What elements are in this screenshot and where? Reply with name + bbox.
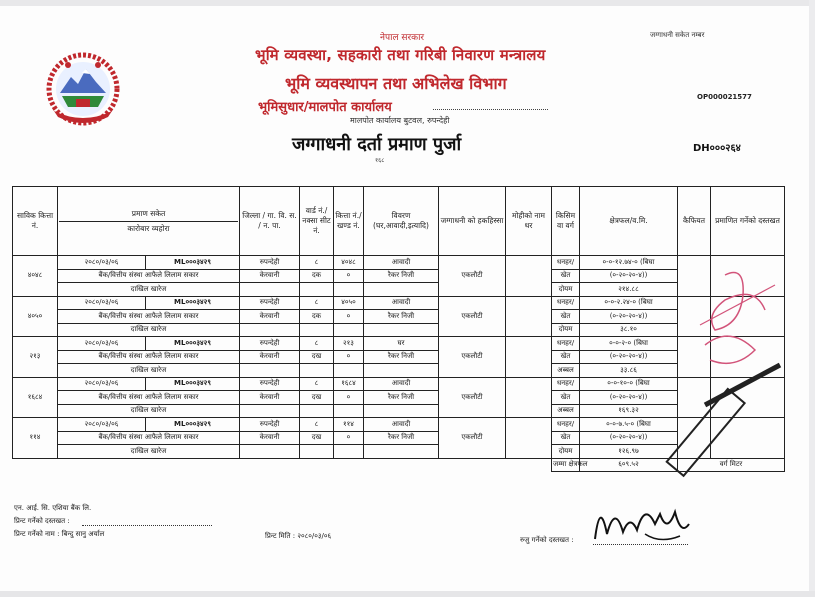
cell-jilla: रुपन्देही	[240, 337, 300, 351]
cell-kisim2: खेत	[552, 391, 580, 405]
cell-empty	[240, 445, 300, 459]
table-row	[13, 364, 785, 378]
col-kaifiyat: कैफियत	[678, 187, 711, 256]
table-row	[13, 283, 785, 297]
cell-empty	[240, 404, 300, 418]
table-row	[13, 404, 785, 418]
table-row	[13, 418, 785, 432]
cell-kisim3: अब्बल	[552, 364, 580, 378]
cell-empty	[300, 323, 334, 337]
table-row	[13, 377, 785, 391]
cell-empty	[240, 283, 300, 297]
cell-sheet: दख	[300, 431, 334, 445]
cell-karobar: बैंक/वित्तीय संस्था आफैले लिलाम सकार	[58, 431, 240, 445]
cell-area2: (०-२०-२०-४))	[580, 269, 678, 283]
cell-ml: ML०००३४२९	[146, 377, 240, 391]
cell-kisim: धनहर/	[552, 337, 580, 351]
cell-gabisa: केरवानी	[240, 350, 300, 364]
scan-edge-bottom	[0, 591, 815, 597]
cell-ward: ८	[300, 256, 334, 270]
cell-kisim2: खेत	[552, 431, 580, 445]
cell-hakhissa: एकलौटी	[439, 418, 506, 459]
cell-kisim2: खेत	[552, 350, 580, 364]
department-heading: भूमि व्यवस्थापन तथा अभिलेख विभाग	[285, 74, 507, 93]
cell-empty	[300, 364, 334, 378]
col-mohi: मोहीको नाम थर	[506, 187, 552, 256]
cell-date: २०८०/०३/०६	[58, 377, 146, 391]
cell-empty	[334, 364, 364, 378]
cell-khanda: ०	[334, 391, 364, 405]
cell-kitta: २१३	[334, 337, 364, 351]
cell-sabik: २१३	[13, 337, 58, 378]
cell-kisim3: दोयम	[552, 283, 580, 297]
register-body	[13, 256, 785, 472]
cell-area: ०-०-१०-० (बिघा	[580, 377, 678, 391]
cell-empty	[240, 364, 300, 378]
cell-ward: ८	[300, 296, 334, 310]
cell-kisim3: अब्बल	[552, 404, 580, 418]
cell-bibaran2: रैकर निजी	[364, 310, 439, 324]
print-date: प्रिन्ट मिति : २०८०/०३/०६	[265, 532, 332, 540]
page-title: जग्गाधनी दर्ता प्रमाण पुर्जा	[292, 134, 462, 155]
serial-number: १६८	[375, 157, 385, 164]
cell-sheet: दख	[300, 391, 334, 405]
col-jilla: जिल्ला / गा. वि. स. / न. पा.	[240, 187, 300, 256]
cell-kisim3: दोयम	[552, 445, 580, 459]
signature-stamp-icon	[685, 255, 795, 485]
cell-kisim: धनहर/	[552, 418, 580, 432]
cell-date: २०८०/०३/०६	[58, 337, 146, 351]
table-row	[13, 296, 785, 310]
cell-area2: (०-२०-२०-४))	[580, 431, 678, 445]
cell-area3: १२६.९७	[580, 445, 678, 459]
cell-bibaran2: रैकर निजी	[364, 431, 439, 445]
cell-kitta: ४०५०	[334, 296, 364, 310]
scan-edge-right	[809, 0, 815, 597]
ministry-heading: भूमि व्यवस्था, सहकारी तथा गरिबी निवारण मन्त्रालय	[255, 46, 546, 64]
col-praman	[58, 187, 240, 256]
cell-gabisa: केरवानी	[240, 431, 300, 445]
cell-ml: ML०००३४२९	[146, 256, 240, 270]
total-value: ६०९.५२	[580, 458, 678, 472]
cell-sheet: दक	[300, 310, 334, 324]
col-hakhissa: जग्गाधनी को हकहिस्सा	[439, 187, 506, 256]
cell-dakhil: दाखिल खारेज	[58, 323, 240, 337]
cell-ward: ८	[300, 377, 334, 391]
cell-mohi	[506, 418, 552, 459]
cell-karobar: बैंक/वित्तीय संस्था आफैले लिलाम सकार	[58, 391, 240, 405]
cell-gabisa: केरवानी	[240, 310, 300, 324]
cell-empty	[334, 404, 364, 418]
scan-edge-top	[0, 0, 815, 6]
cell-area2: (०-२०-२०-४))	[580, 350, 678, 364]
cell-khanda: ०	[334, 431, 364, 445]
total-label: जम्मा क्षेत्रफल	[552, 458, 580, 472]
cell-bibaran: आवादी	[364, 256, 439, 270]
cell-bibaran2: रैकर निजी	[364, 391, 439, 405]
col-pramanit: प्रमाणित गर्नेको दस्तखत	[711, 187, 785, 256]
cell-empty	[334, 323, 364, 337]
col-kisim: किसिम वा वर्ग	[552, 187, 580, 256]
cell-karobar: बैंक/वित्तीय संस्था आफैले लिलाम सकार	[58, 350, 240, 364]
cell-ml: ML०००३४२९	[146, 296, 240, 310]
cell-kisim: धनहर/	[552, 377, 580, 391]
top-tag: जग्गाधनी सकेत नम्बर	[650, 31, 705, 39]
op-code: OP000021577	[697, 93, 752, 101]
cell-bibaran: घर	[364, 337, 439, 351]
cell-bibaran: आवादी	[364, 418, 439, 432]
cell-bibaran2: रैकर निजी	[364, 269, 439, 283]
cell-ward: ८	[300, 418, 334, 432]
cell-sheet: दक	[300, 269, 334, 283]
cell-empty	[364, 445, 439, 459]
cell-area: ०-०-१२.७४-० (बिघा	[580, 256, 678, 270]
cell-empty	[300, 283, 334, 297]
cell-mohi	[506, 296, 552, 337]
cell-area: ०-०-२-० (बिघा	[580, 337, 678, 351]
cell-dakhil: दाखिल खारेज	[58, 445, 240, 459]
cell-kisim2: खेत	[552, 310, 580, 324]
cell-empty	[334, 445, 364, 459]
cell-kitta: ४०४८	[334, 256, 364, 270]
cell-dakhil: दाखिल खारेज	[58, 283, 240, 297]
col-area: क्षेत्रफल/व.मि.	[580, 187, 678, 256]
table-row	[13, 431, 785, 445]
cell-hakhissa: एकलौटी	[439, 337, 506, 378]
checker-sign-line: रुजु गर्नेको दस्तखत :	[520, 536, 574, 544]
cell-empty	[300, 404, 334, 418]
cell-empty	[364, 283, 439, 297]
cell-area: ०-०-२.२४-० (बिघा	[580, 296, 678, 310]
cell-ward: ८	[300, 337, 334, 351]
checker-signature-icon	[585, 494, 715, 549]
cell-sabik: ४०५०	[13, 296, 58, 337]
cell-area3: ३८.१०	[580, 323, 678, 337]
cell-date: २०८०/०३/०६	[58, 418, 146, 432]
cell-khanda: ०	[334, 310, 364, 324]
cell-total-blank	[13, 458, 552, 472]
table-row	[13, 350, 785, 364]
cell-kitta: ११४	[334, 418, 364, 432]
table-row	[13, 445, 785, 459]
cell-mohi	[506, 256, 552, 297]
cell-kisim: धनहर/	[552, 256, 580, 270]
printer-sign-dots	[82, 525, 212, 526]
cell-empty	[364, 364, 439, 378]
cell-empty	[334, 283, 364, 297]
cell-area2: (०-२०-२०-४))	[580, 310, 678, 324]
land-register-table	[12, 186, 785, 472]
table-row	[13, 391, 785, 405]
cell-area: ०-०-७.५-० (बिघा	[580, 418, 678, 432]
office-line: भूमिसुधार/मालपोत कार्यालय	[258, 100, 392, 115]
gov-label: नेपाल सरकार	[380, 33, 425, 43]
cell-sabik: ४०४८	[13, 256, 58, 297]
cell-gabisa: केरवानी	[240, 391, 300, 405]
cell-bibaran: आवादी	[364, 377, 439, 391]
col-sabik: साविक कित्ता नं.	[13, 187, 58, 256]
table-row	[13, 323, 785, 337]
cell-bibaran: आवादी	[364, 296, 439, 310]
cell-area2: (०-२०-२०-४))	[580, 391, 678, 405]
printer-name-line: प्रिन्ट गर्नेको नाम : बिन्दु सानु अर्याल	[14, 530, 105, 538]
table-row	[13, 269, 785, 283]
col-praman-top: प्रमाण सकेत	[131, 208, 166, 218]
cell-sheet: दख	[300, 350, 334, 364]
nepal-emblem-icon	[46, 51, 120, 127]
cell-empty	[364, 404, 439, 418]
table-row	[13, 337, 785, 351]
header-row	[13, 187, 785, 256]
cell-jilla: रुपन्देही	[240, 418, 300, 432]
cell-ml: ML०००३४२९	[146, 418, 240, 432]
col-ward: वार्ड नं./ नक्सा सीट नं.	[300, 187, 334, 256]
cell-bibaran2: रैकर निजी	[364, 350, 439, 364]
office-dotted-line	[433, 109, 548, 110]
cell-hakhissa: एकलौटी	[439, 296, 506, 337]
cell-date: २०८०/०३/०६	[58, 256, 146, 270]
cell-sabik: ११४	[13, 418, 58, 459]
cell-mohi	[506, 337, 552, 378]
cell-empty	[364, 323, 439, 337]
cell-jilla: रुपन्देही	[240, 256, 300, 270]
cell-kitta: १६८४	[334, 377, 364, 391]
printer-sign-line: प्रिन्ट गर्नेको दस्तखत :	[14, 517, 70, 525]
cell-date: २०८०/०३/०६	[58, 296, 146, 310]
cell-kisim3: दोयम	[552, 323, 580, 337]
cell-karobar: बैंक/वित्तीय संस्था आफैले लिलाम सकार	[58, 269, 240, 283]
total-unit: वर्ग मिटर	[678, 458, 785, 472]
cell-kisim: धनहर/	[552, 296, 580, 310]
cell-sabik: १६८४	[13, 377, 58, 418]
cell-kisim2: खेत	[552, 269, 580, 283]
cell-hakhissa: एकलौटी	[439, 256, 506, 297]
cell-dakhil: दाखिल खारेज	[58, 404, 240, 418]
col-kitta: कित्ता नं./ खण्ड नं.	[334, 187, 364, 256]
cell-empty	[300, 445, 334, 459]
col-praman-bottom: कारोबार व्यहोरा	[127, 223, 170, 233]
cell-area3: १६९.३२	[580, 404, 678, 418]
cell-gabisa: केरवानी	[240, 269, 300, 283]
cell-khanda: ०	[334, 269, 364, 283]
table-row	[13, 310, 785, 324]
bank-name: एन. आई. सि. एशिया बैंक लि.	[14, 504, 92, 512]
cell-ml: ML०००३४२९	[146, 337, 240, 351]
cell-karobar: बैंक/वित्तीय संस्था आफैले लिलाम सकार	[58, 310, 240, 324]
cell-jilla: रुपन्देही	[240, 296, 300, 310]
cell-jilla: रुपन्देही	[240, 377, 300, 391]
col-bibaran: विवरण (घर,आवादी,इत्यादि)	[364, 187, 439, 256]
dh-code: DH०००२६४	[693, 143, 741, 154]
office-name: मालपोत कार्यालय बुटवल, रुपन्देही	[350, 116, 450, 125]
cell-empty	[240, 323, 300, 337]
cell-area3: ३३.८६	[580, 364, 678, 378]
cell-area3: २१४.८८	[580, 283, 678, 297]
cell-dakhil: दाखिल खारेज	[58, 364, 240, 378]
cell-khanda: ०	[334, 350, 364, 364]
cell-mohi	[506, 377, 552, 418]
table-row	[13, 256, 785, 270]
cell-hakhissa: एकलौटी	[439, 377, 506, 418]
